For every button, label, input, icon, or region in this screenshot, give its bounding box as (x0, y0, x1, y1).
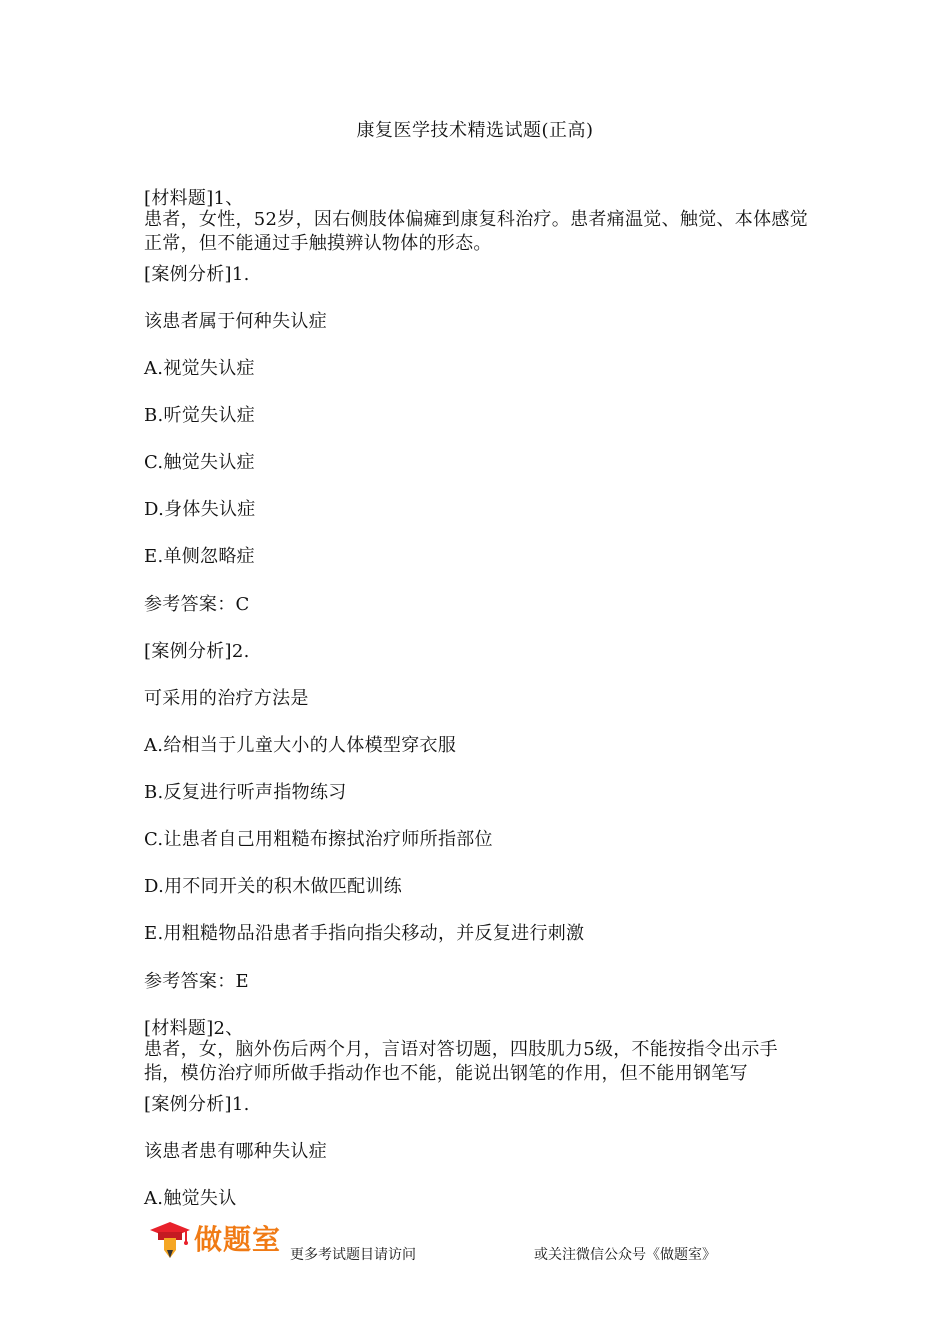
q1-case2-option-c: C.让患者自己用粗糙布擦拭治疗师所指部位 (144, 829, 493, 850)
q1-case2-answer: 参考答案：E (144, 971, 249, 992)
site-logo (146, 1214, 281, 1260)
q1-case1-label: [案例分析]1. (144, 264, 250, 285)
q2-case1-label: [案例分析]1. (144, 1094, 250, 1115)
q1-case1-option-b: B.听觉失认症 (144, 405, 256, 426)
q1-case1-stem: 该患者属于何种失认症 (144, 311, 327, 332)
q1-case1-answer: 参考答案：C (144, 594, 250, 615)
q2-case1-stem: 该患者患有哪种失认症 (144, 1141, 327, 1162)
q1-material: 患者，女性，52岁，因右侧肢体偏瘫到康复科治疗。患者痛温觉、触觉、本体感觉正常，但不能通过手触摸辨认物体的形态。 (144, 209, 809, 254)
q1-case2-option-e: E.用粗糙物品沿患者手指向指尖移动，并反复进行刺激 (144, 923, 585, 944)
q1-case1-option-e: E.单侧忽略症 (144, 546, 255, 567)
q2-material: 患者，女，脑外伤后两个月，言语对答切题，四肢肌力5级，不能按指令出示手指，模仿治疗师所做手指动作也不能，能说出钢笔的作用，但不能用钢笔写 (144, 1039, 778, 1084)
q1-case2-option-a: A.给相当于儿童大小的人体模型穿衣服 (144, 735, 457, 756)
page-footer (146, 1214, 846, 1264)
q1-case2-label: [案例分析]2. (144, 641, 250, 662)
q2-header: [材料题]2、 (144, 1018, 244, 1039)
q1-case1-option-d: D.身体失认症 (144, 499, 256, 520)
q1-case2-option-b: B.反复进行听声指物练习 (144, 782, 347, 803)
footer-wechat-text: 或关注微信公众号《做题室》 (534, 1247, 716, 1263)
page-title: 康复医学技术精选试题(正高) (356, 120, 594, 141)
q1-header: [材料题]1、 (144, 188, 244, 209)
q1-case1-option-c: C.触觉失认症 (144, 452, 255, 473)
logo-text: 做题室 (194, 1223, 282, 1256)
q2-case1-option-a: A.触觉失认 (144, 1188, 237, 1209)
q1-case2-stem: 可采用的治疗方法是 (144, 688, 309, 709)
q1-case2-option-d: D.用不同开关的积木做匹配训练 (144, 876, 403, 897)
q1-case1-option-a: A.视觉失认症 (144, 358, 255, 379)
footer-visit-text: 更多考试题目请访问 (290, 1247, 416, 1263)
graduation-cap-pencil-icon (146, 1216, 192, 1262)
